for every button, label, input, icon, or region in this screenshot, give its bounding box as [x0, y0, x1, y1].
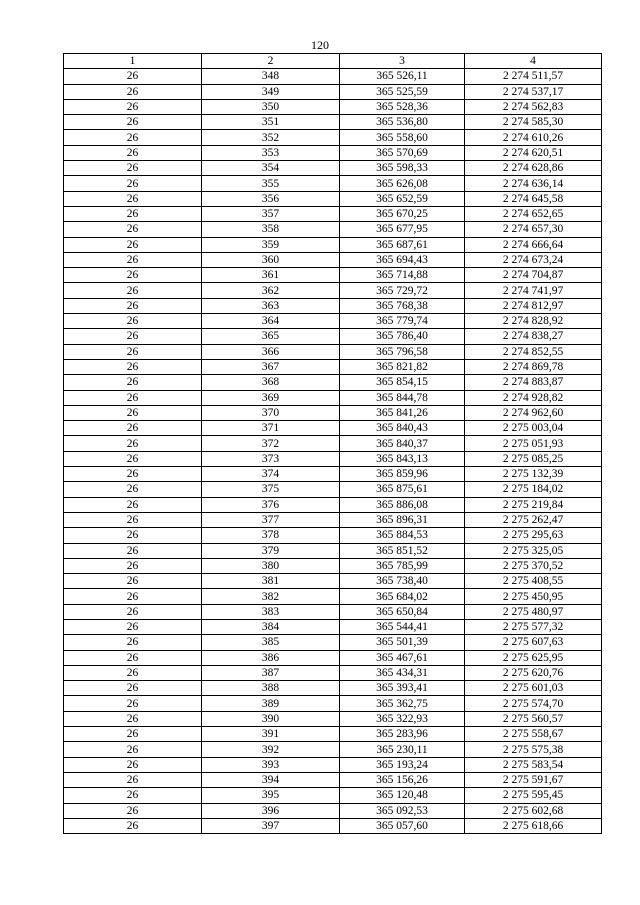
table-cell: 370 — [202, 405, 340, 420]
table-cell: 365 434,31 — [340, 665, 465, 680]
table-cell: 373 — [202, 451, 340, 466]
table-cell: 26 — [64, 742, 202, 757]
table-cell: 26 — [64, 772, 202, 787]
table-row — [64, 69, 602, 84]
table-row — [64, 314, 602, 329]
table-row — [64, 757, 602, 772]
table-row — [64, 803, 602, 818]
table-cell: 26 — [64, 497, 202, 512]
table-row — [64, 130, 602, 145]
table-row — [64, 482, 602, 497]
table-cell: 26 — [64, 711, 202, 726]
table-cell: 2 274 636,14 — [465, 176, 602, 191]
table-row — [64, 742, 602, 757]
table-cell: 365 854,15 — [340, 375, 465, 390]
table-cell: 377 — [202, 512, 340, 527]
table-cell: 395 — [202, 788, 340, 803]
table-cell: 2 275 003,04 — [465, 421, 602, 436]
table-cell: 2 275 450,95 — [465, 589, 602, 604]
table-cell: 365 779,74 — [340, 314, 465, 329]
table-cell: 2 275 591,67 — [465, 772, 602, 787]
table-cell: 371 — [202, 421, 340, 436]
table-row — [64, 528, 602, 543]
table-cell: 2 275 577,32 — [465, 619, 602, 634]
table-cell: 365 768,38 — [340, 298, 465, 313]
table-cell: 383 — [202, 604, 340, 619]
table-cell: 2 275 620,76 — [465, 665, 602, 680]
table-cell: 352 — [202, 130, 340, 145]
table-cell: 26 — [64, 130, 202, 145]
table-row — [64, 665, 602, 680]
table-cell: 365 393,41 — [340, 681, 465, 696]
table-cell: 359 — [202, 237, 340, 252]
table-cell: 361 — [202, 268, 340, 283]
table-cell: 358 — [202, 222, 340, 237]
table-cell: 365 884,53 — [340, 528, 465, 543]
table-cell: 365 120,48 — [340, 788, 465, 803]
table-cell: 26 — [64, 467, 202, 482]
table-row — [64, 390, 602, 405]
table-cell: 386 — [202, 650, 340, 665]
table-cell: 365 558,60 — [340, 130, 465, 145]
table-cell: 2 274 666,64 — [465, 237, 602, 252]
table-cell: 394 — [202, 772, 340, 787]
table-cell: 26 — [64, 69, 202, 84]
table-row — [64, 161, 602, 176]
table-cell: 2 274 645,58 — [465, 191, 602, 206]
table-cell: 365 821,82 — [340, 359, 465, 374]
table-cell: 26 — [64, 390, 202, 405]
table-cell: 2 274 928,82 — [465, 390, 602, 405]
table-cell: 2 275 560,57 — [465, 711, 602, 726]
table-cell: 366 — [202, 344, 340, 359]
table-cell: 351 — [202, 115, 340, 130]
table-cell: 365 670,25 — [340, 206, 465, 221]
table-cell: 26 — [64, 788, 202, 803]
table-cell: 2 274 704,87 — [465, 268, 602, 283]
table-cell: 2 274 537,17 — [465, 84, 602, 99]
column-header: 2 — [202, 54, 340, 69]
table-row — [64, 99, 602, 114]
table-cell: 365 875,61 — [340, 482, 465, 497]
table-cell: 26 — [64, 635, 202, 650]
table-cell: 2 275 184,02 — [465, 482, 602, 497]
table-cell: 2 274 628,86 — [465, 161, 602, 176]
table-row — [64, 788, 602, 803]
table-cell: 2 275 295,63 — [465, 528, 602, 543]
table-cell: 26 — [64, 650, 202, 665]
table-cell: 365 057,60 — [340, 818, 465, 833]
table-cell: 26 — [64, 665, 202, 680]
table-cell: 365 886,08 — [340, 497, 465, 512]
table-row — [64, 84, 602, 99]
table-row — [64, 436, 602, 451]
table-cell: 26 — [64, 405, 202, 420]
table-row — [64, 206, 602, 221]
table-cell: 396 — [202, 803, 340, 818]
table-cell: 2 275 480,97 — [465, 604, 602, 619]
table-cell: 365 687,61 — [340, 237, 465, 252]
column-header: 3 — [340, 54, 465, 69]
table-cell: 365 652,59 — [340, 191, 465, 206]
table-cell: 365 528,36 — [340, 99, 465, 114]
table-cell: 2 274 962,60 — [465, 405, 602, 420]
table-cell: 26 — [64, 619, 202, 634]
table-cell: 2 275 132,39 — [465, 467, 602, 482]
table-cell: 2 274 511,57 — [465, 69, 602, 84]
table-cell: 2 275 625,95 — [465, 650, 602, 665]
table-row — [64, 283, 602, 298]
table-cell: 365 570,69 — [340, 145, 465, 160]
table-cell: 393 — [202, 757, 340, 772]
table-cell: 2 274 828,92 — [465, 314, 602, 329]
table-cell: 2 275 325,05 — [465, 543, 602, 558]
table-cell: 348 — [202, 69, 340, 84]
table-cell: 365 322,93 — [340, 711, 465, 726]
table-cell: 26 — [64, 298, 202, 313]
table-cell: 389 — [202, 696, 340, 711]
table-row — [64, 574, 602, 589]
table-cell: 384 — [202, 619, 340, 634]
page-number: 120 — [311, 38, 329, 52]
table-row — [64, 252, 602, 267]
table-row — [64, 375, 602, 390]
table-cell: 26 — [64, 222, 202, 237]
table-cell: 26 — [64, 375, 202, 390]
table-cell: 381 — [202, 574, 340, 589]
table-cell: 382 — [202, 589, 340, 604]
table-cell: 365 851,52 — [340, 543, 465, 558]
table-cell: 365 283,96 — [340, 727, 465, 742]
table-cell: 365 156,26 — [340, 772, 465, 787]
table-cell: 2 275 408,55 — [465, 574, 602, 589]
table-cell: 26 — [64, 451, 202, 466]
table-cell: 365 694,43 — [340, 252, 465, 267]
table-row — [64, 818, 602, 833]
table-cell: 365 738,40 — [340, 574, 465, 589]
table-cell: 365 626,08 — [340, 176, 465, 191]
table-cell: 2 274 562,83 — [465, 99, 602, 114]
table-cell: 365 501,39 — [340, 635, 465, 650]
table-cell: 350 — [202, 99, 340, 114]
table-cell: 392 — [202, 742, 340, 757]
table-cell: 365 650,84 — [340, 604, 465, 619]
table-cell: 2 275 574,70 — [465, 696, 602, 711]
table-cell: 26 — [64, 681, 202, 696]
table-cell: 26 — [64, 329, 202, 344]
table-cell: 365 544,41 — [340, 619, 465, 634]
table-cell: 354 — [202, 161, 340, 176]
table-cell: 365 859,96 — [340, 467, 465, 482]
table-cell: 2 275 051,93 — [465, 436, 602, 451]
table-cell: 2 274 838,27 — [465, 329, 602, 344]
table-cell: 26 — [64, 344, 202, 359]
table-row — [64, 467, 602, 482]
table-cell: 360 — [202, 252, 340, 267]
table-row — [64, 298, 602, 313]
table-cell: 2 275 595,45 — [465, 788, 602, 803]
table-cell: 391 — [202, 727, 340, 742]
table-row — [64, 421, 602, 436]
table-row — [64, 145, 602, 160]
table-row — [64, 329, 602, 344]
table-cell: 2 274 585,30 — [465, 115, 602, 130]
table-cell: 26 — [64, 145, 202, 160]
table-cell: 2 275 575,38 — [465, 742, 602, 757]
table-cell: 2 274 610,26 — [465, 130, 602, 145]
table-cell: 2 274 657,30 — [465, 222, 602, 237]
table-cell: 26 — [64, 482, 202, 497]
table-cell: 365 714,88 — [340, 268, 465, 283]
table-cell: 365 796,58 — [340, 344, 465, 359]
table-cell: 26 — [64, 574, 202, 589]
table-cell: 365 684,02 — [340, 589, 465, 604]
table-cell: 2 274 812,97 — [465, 298, 602, 313]
table-cell: 362 — [202, 283, 340, 298]
table-cell: 2 274 620,51 — [465, 145, 602, 160]
table-row — [64, 589, 602, 604]
table-cell: 365 536,80 — [340, 115, 465, 130]
table-row — [64, 711, 602, 726]
table-cell: 365 525,59 — [340, 84, 465, 99]
table-cell: 26 — [64, 512, 202, 527]
table-cell: 26 — [64, 359, 202, 374]
table-cell: 2 274 652,65 — [465, 206, 602, 221]
table-cell: 2 275 583,54 — [465, 757, 602, 772]
table-row — [64, 191, 602, 206]
table-cell: 390 — [202, 711, 340, 726]
table-cell: 26 — [64, 268, 202, 283]
table-row — [64, 543, 602, 558]
table-cell: 2 274 883,87 — [465, 375, 602, 390]
table-cell: 353 — [202, 145, 340, 160]
table-cell: 2 275 618,66 — [465, 818, 602, 833]
table-cell: 378 — [202, 528, 340, 543]
table-cell: 2 275 262,47 — [465, 512, 602, 527]
table-cell: 349 — [202, 84, 340, 99]
table-cell: 26 — [64, 727, 202, 742]
table-cell: 385 — [202, 635, 340, 650]
table-cell: 26 — [64, 191, 202, 206]
column-header: 1 — [64, 54, 202, 69]
table-cell: 2 275 085,25 — [465, 451, 602, 466]
table-cell: 368 — [202, 375, 340, 390]
table-row — [64, 237, 602, 252]
table-cell: 388 — [202, 681, 340, 696]
table-cell: 365 193,24 — [340, 757, 465, 772]
table-cell: 26 — [64, 757, 202, 772]
table-cell: 365 785,99 — [340, 558, 465, 573]
table-header-row — [64, 54, 602, 69]
table-cell: 387 — [202, 665, 340, 680]
table-cell: 367 — [202, 359, 340, 374]
table-cell: 363 — [202, 298, 340, 313]
table-cell: 2 274 852,55 — [465, 344, 602, 359]
table-cell: 364 — [202, 314, 340, 329]
table-cell: 26 — [64, 696, 202, 711]
table-cell: 380 — [202, 558, 340, 573]
table-row — [64, 359, 602, 374]
table-cell: 2 275 602,68 — [465, 803, 602, 818]
table-cell: 365 896,31 — [340, 512, 465, 527]
table-cell: 374 — [202, 467, 340, 482]
table-cell: 26 — [64, 115, 202, 130]
table-cell: 365 840,37 — [340, 436, 465, 451]
table-cell: 365 786,40 — [340, 329, 465, 344]
table-cell: 365 526,11 — [340, 69, 465, 84]
table-cell: 365 467,61 — [340, 650, 465, 665]
table-cell: 26 — [64, 252, 202, 267]
table-cell: 26 — [64, 206, 202, 221]
table-cell: 365 841,26 — [340, 405, 465, 420]
table-cell: 375 — [202, 482, 340, 497]
table-cell: 2 274 741,97 — [465, 283, 602, 298]
table-cell: 26 — [64, 84, 202, 99]
table-cell: 26 — [64, 176, 202, 191]
table-cell: 365 840,43 — [340, 421, 465, 436]
table-cell: 365 843,13 — [340, 451, 465, 466]
table-row — [64, 635, 602, 650]
table-row — [64, 268, 602, 283]
table-cell: 26 — [64, 314, 202, 329]
table-cell: 26 — [64, 543, 202, 558]
table-row — [64, 344, 602, 359]
table-row — [64, 681, 602, 696]
table-cell: 365 — [202, 329, 340, 344]
table-cell: 2 275 601,03 — [465, 681, 602, 696]
table-cell: 26 — [64, 283, 202, 298]
table-cell: 26 — [64, 818, 202, 833]
column-header: 4 — [465, 54, 602, 69]
table-row — [64, 604, 602, 619]
table-row — [64, 650, 602, 665]
table-cell: 365 362,75 — [340, 696, 465, 711]
table-cell: 2 275 370,52 — [465, 558, 602, 573]
table-cell: 365 844,78 — [340, 390, 465, 405]
table-cell: 26 — [64, 803, 202, 818]
table-cell: 2 274 673,24 — [465, 252, 602, 267]
table-cell: 365 729,72 — [340, 283, 465, 298]
table-row — [64, 451, 602, 466]
table-row — [64, 772, 602, 787]
table-row — [64, 512, 602, 527]
table-row — [64, 176, 602, 191]
table-cell: 365 092,53 — [340, 803, 465, 818]
table-row — [64, 619, 602, 634]
table-cell: 376 — [202, 497, 340, 512]
table-cell: 26 — [64, 237, 202, 252]
table-row — [64, 497, 602, 512]
table-cell: 357 — [202, 206, 340, 221]
table-cell: 369 — [202, 390, 340, 405]
table-cell: 356 — [202, 191, 340, 206]
table-cell: 365 230,11 — [340, 742, 465, 757]
table-row — [64, 558, 602, 573]
table-cell: 26 — [64, 161, 202, 176]
table-cell: 26 — [64, 528, 202, 543]
coordinates-table — [63, 53, 602, 834]
table-cell: 26 — [64, 99, 202, 114]
table-cell: 397 — [202, 818, 340, 833]
table-cell: 26 — [64, 604, 202, 619]
table-cell: 2 274 869,78 — [465, 359, 602, 374]
table-row — [64, 405, 602, 420]
table-cell: 2 275 219,84 — [465, 497, 602, 512]
table-row — [64, 222, 602, 237]
table-cell: 26 — [64, 436, 202, 451]
table-cell: 2 275 558,67 — [465, 727, 602, 742]
table-row — [64, 115, 602, 130]
table-cell: 365 598,33 — [340, 161, 465, 176]
table-row — [64, 727, 602, 742]
table-cell: 26 — [64, 589, 202, 604]
table-cell: 26 — [64, 558, 202, 573]
table-row — [64, 696, 602, 711]
table-cell: 26 — [64, 421, 202, 436]
table-cell: 2 275 607,63 — [465, 635, 602, 650]
table-body — [64, 69, 602, 834]
table-cell: 379 — [202, 543, 340, 558]
table-cell: 355 — [202, 176, 340, 191]
table-cell: 365 677,95 — [340, 222, 465, 237]
table-cell: 372 — [202, 436, 340, 451]
